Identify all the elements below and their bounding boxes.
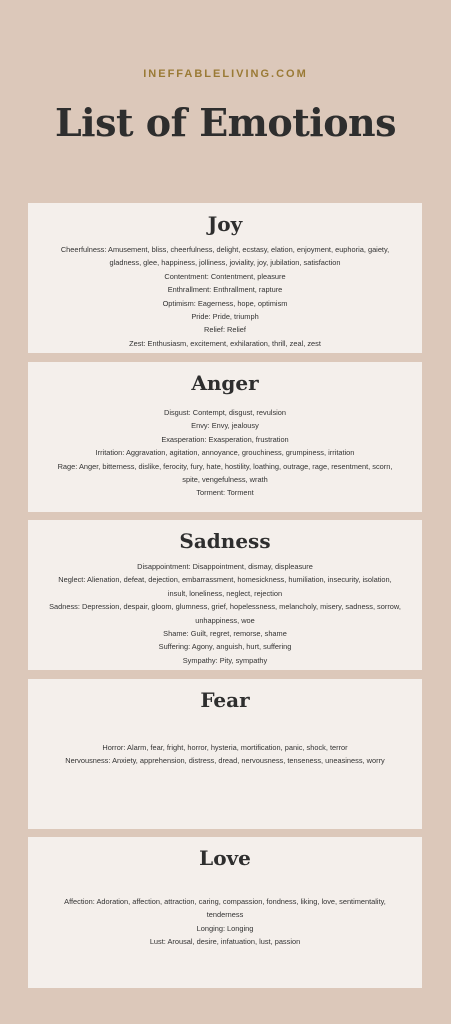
section-lines (34, 243, 416, 350)
emotion-line: Lust: Arousal, desire, infatuation, lust, passion (149, 937, 301, 947)
emotion-line: Horror: Alarm, fear, fright, horror, hysteria, mortification, panic, shock, terror (102, 743, 348, 752)
section-card-anger (28, 362, 422, 512)
emotion-line: Rage: Anger, bitterness, dislike, ferocity, fury, hate, hostility, loathing, outrage, rage, resentment, scorn, (57, 461, 393, 471)
section-card-love (28, 837, 422, 988)
emotion-line: Suffering: Agony, anguish, hurt, suffering (158, 642, 292, 652)
emotion-line: Disgust: Contempt, disgust, revulsion (164, 408, 286, 417)
emotion-line: Exasperation: Exasperation, frustration (161, 434, 289, 444)
emotion-line: Longing: Longing (196, 923, 254, 933)
emotion-line: Torment: Torment (196, 488, 254, 498)
emotion-line: Neglect: Alienation, defeat, dejection, embarrassment, homesickness, humiliation, insecurity, isolation, (58, 575, 392, 585)
emotion-line: unhappiness, woe (195, 615, 255, 625)
emotion-line: insult, loneliness, neglect, rejection (167, 588, 283, 598)
section-title: Sadness (179, 529, 271, 553)
section-title: Love (199, 846, 251, 870)
section-lines (34, 406, 416, 500)
section-lines (34, 895, 416, 949)
emotion-line: tenderness (206, 910, 244, 920)
emotion-line: Affection: Adoration, affection, attraction, caring, compassion, fondness, liking, love, sentimentality, (64, 897, 386, 906)
emotion-line: Sympathy: Pity, sympathy (182, 655, 268, 665)
emotion-line: gladness, glee, happiness, jolliness, joviality, joy, jubilation, satisfaction (109, 258, 341, 268)
section-title: Anger (191, 371, 259, 395)
emotion-line: Shame: Guilt, regret, remorse, shame (163, 629, 287, 639)
emotion-line: Envy: Envy, jealousy (191, 421, 259, 431)
section-card-fear (28, 679, 422, 829)
section-card-joy (28, 203, 422, 353)
section-title: Joy (207, 212, 243, 236)
emotion-line: Sadness: Depression, despair, gloom, glumness, grief, hopelessness, melancholy, misery, sadness, sorrow, (49, 602, 401, 612)
emotion-line: Relief: Relief (204, 325, 246, 335)
section-title: Fear (200, 688, 250, 712)
emotion-line: Optimism: Eagerness, hope, optimism (162, 298, 288, 308)
emotion-line: Enthrallment: Enthrallment, rapture (167, 285, 283, 295)
emotion-line: Pride: Pride, triumph (191, 312, 259, 322)
emotion-line: spite, vengefulness, wrath (182, 475, 268, 485)
emotion-line: Cheerfulness: Amusement, bliss, cheerfulness, delight, ecstasy, elation, enjoyment, euphoria, gaiety, (60, 245, 390, 254)
section-lines (34, 741, 416, 768)
emotion-line: Contentment: Contentment, pleasure (164, 271, 286, 281)
section-card-sadness (28, 520, 422, 670)
emotion-line: Nervousness: Anxiety, apprehension, distress, dread, nervousness, tenseness, uneasiness, worry (65, 756, 385, 766)
emotion-line: Zest: Enthusiasm, excitement, exhilaration, thrill, zeal, zest (129, 338, 321, 348)
section-lines (34, 560, 416, 667)
emotion-line: Irritation: Aggravation, agitation, annoyance, grouchiness, grumpiness, irritation (95, 448, 355, 458)
emotion-line: Disappointment: Disappointment, dismay, displeasure (137, 562, 313, 571)
site-name: INEFFABLELIVING.COM (143, 68, 308, 80)
page-title: List of Emotions (54, 100, 397, 145)
